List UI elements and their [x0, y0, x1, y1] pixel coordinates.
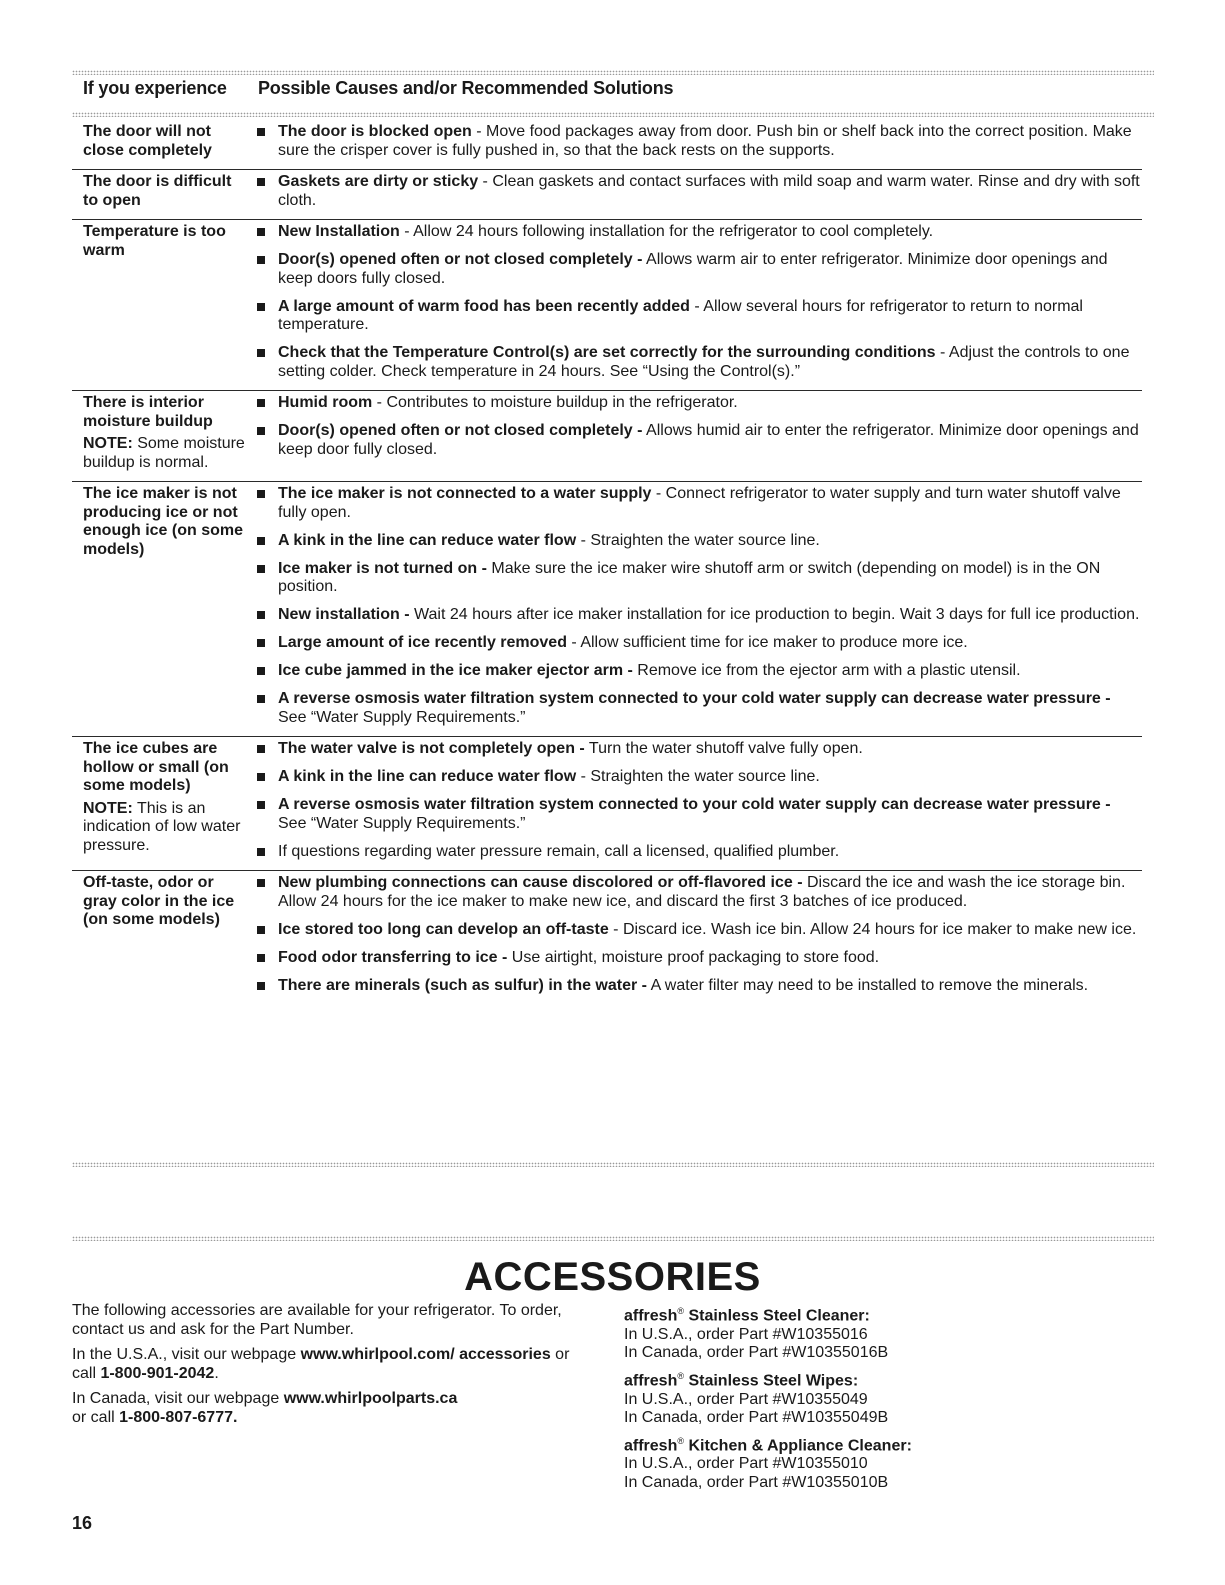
problem-cell [72, 874, 247, 995]
cause-title: Check that the Temperature Control(s) are set correctly for the surrounding conditions [278, 344, 936, 361]
usa-part-number: In U.S.A., order Part #W10355016 [624, 1325, 868, 1343]
square-bullet-icon [257, 399, 265, 407]
usa-part-number: In U.S.A., order Part #W10355049 [624, 1390, 868, 1408]
product-brand: affresh [624, 1372, 678, 1390]
cause-title: Food odor transferring to ice - [278, 948, 508, 966]
section-dotted-rule [72, 1236, 1154, 1241]
problem-text: Off-taste, odor or gray color in the ice (on some models) [83, 874, 235, 928]
cause-solution: - Connect refrigerator to water supply and turn water shutoff valve fully open. [278, 485, 1121, 521]
cause-title: A kink in the line can reduce water flow [278, 768, 577, 785]
table-row [72, 482, 1142, 737]
cause-solution: See “Water Supply Requirements.” [278, 814, 526, 832]
header-possible-causes: Possible Causes and/or Recommended Solutions [258, 78, 674, 98]
causes-list [247, 173, 1142, 210]
cause-solution: - Adjust the controls to one setting colder. Check temperature in 24 hours. See “Using the Control(s).” [278, 344, 1130, 380]
square-bullet-icon [257, 745, 265, 753]
table-header [72, 78, 1154, 104]
causes-list [247, 123, 1142, 160]
cause-item [247, 606, 1142, 625]
cause-item [247, 690, 1142, 727]
cause-title: A reverse osmosis water filtration system connected to your cold water supply can decrease water pressure - [278, 690, 1111, 707]
problem-note [83, 800, 247, 856]
problem-note [83, 435, 247, 472]
causes-list [247, 394, 1142, 472]
causes-list [247, 740, 1142, 861]
problem-text: The door is difficult to open [83, 173, 232, 209]
note-label: NOTE: [83, 799, 133, 817]
accessories-intro-text: The following accessories are available for your refrigerator. To order, contact us and ask for the Part Number. [72, 1302, 562, 1338]
problem-cell [72, 123, 247, 160]
cause-item [247, 560, 1142, 597]
cause-solution: If questions regarding water pressure remain, call a licensed, qualified plumber. [278, 842, 840, 860]
header-dotted-rule [72, 112, 1154, 117]
cause-solution: Make sure the ice maker wire shutoff arm or switch (depending on model) is in the ON position. [278, 559, 1101, 595]
table-bottom-dotted-rule [72, 1162, 1154, 1167]
square-bullet-icon [257, 801, 265, 809]
canada-part-number: In Canada, order Part #W10355016B [624, 1344, 889, 1362]
cause-item [247, 485, 1142, 522]
canada-phone: 1-800-807-6777. [119, 1408, 238, 1426]
cause-item [247, 796, 1142, 833]
cause-title: A reverse osmosis water filtration system connected to your cold water supply can decrease water pressure - [278, 796, 1111, 813]
square-bullet-icon [257, 427, 265, 435]
accessories-products [624, 1302, 1124, 1496]
canada-part-number: In Canada, order Part #W10355049B [624, 1409, 889, 1427]
product-title: Kitchen & Appliance Cleaner: [684, 1436, 912, 1454]
table-row [72, 120, 1142, 170]
registered-mark: ® [677, 1435, 684, 1446]
note-text: This is an indication of low water pressure. [83, 799, 241, 854]
product-title: Stainless Steel Cleaner: [684, 1307, 870, 1325]
cause-item [247, 740, 1142, 759]
square-bullet-icon [257, 848, 265, 856]
cause-item [247, 298, 1142, 335]
cause-title: A kink in the line can reduce water flow [278, 531, 577, 549]
cause-solution: - Allow 24 hours following installation for the refrigerator to cool completely. [399, 223, 934, 240]
usa-order-info: In the U.S.A., visit our webpage www.whirlpool.com/ accessories or call 1-800-901-2042. [72, 1346, 570, 1382]
causes-list [247, 223, 1142, 381]
square-bullet-icon [257, 178, 265, 186]
cause-item [247, 768, 1142, 787]
usa-phone: 1-800-901-2042 [100, 1364, 215, 1382]
cause-title: A large amount of warm food has been recently added [278, 297, 690, 315]
cause-item [247, 532, 1142, 551]
cause-solution: - Clean gaskets and contact surfaces with mild soap and warm water. Rinse and dry with soft cloth. [278, 173, 1140, 209]
square-bullet-icon [257, 926, 265, 934]
problem-cell [72, 394, 247, 472]
product-name [624, 1302, 1124, 1326]
cause-title: Door(s) opened often or not closed completely - [278, 422, 643, 439]
usa-part-number: In U.S.A., order Part #W10355010 [624, 1455, 868, 1473]
cause-solution: Discard the ice and wash the ice storage bin. Allow 24 hours for the ice maker to make new ice, and discard the first 3 batches of ice produced. [278, 874, 1126, 910]
cause-solution: - Straighten the water source line. [576, 768, 820, 785]
cause-title: Door(s) opened often or not closed completely - [278, 251, 643, 268]
cause-solution: Allows humid air to enter the refrigerator. Minimize door openings and keep door fully closed. [278, 422, 1139, 458]
cause-title: There are minerals (such as sulfur) in the water - [278, 976, 647, 994]
cause-title: The door is blocked open [278, 123, 472, 140]
square-bullet-icon [257, 611, 265, 619]
cause-item [247, 874, 1142, 911]
cause-title: Ice stored too long can develop an off-taste [278, 920, 609, 938]
cause-title: New installation - [278, 606, 410, 623]
cause-item [247, 173, 1142, 210]
registered-mark: ® [677, 1370, 684, 1381]
cause-solution: See “Water Supply Requirements.” [278, 708, 526, 726]
usa-webpage-link[interactable]: www.whirlpool.com/ accessories [300, 1346, 551, 1363]
accessory-product [624, 1432, 1124, 1493]
cause-title: Ice cube jammed in the ice maker ejector arm - [278, 662, 633, 679]
product-name [624, 1367, 1124, 1391]
accessories-title: ACCESSORIES [464, 1255, 761, 1299]
problem-cell [72, 740, 247, 861]
cause-solution: - Allow sufficient time for ice maker to produce more ice. [566, 634, 968, 651]
cause-title: The water valve is not completely open - [278, 740, 585, 757]
square-bullet-icon [257, 256, 265, 264]
cause-solution: - Move food packages away from door. Push bin or shelf back into the correct position. Make sure the crisper cover is fully pushed in, so that the back rests on the supports. [278, 123, 1132, 159]
product-name [624, 1432, 1124, 1456]
cause-solution: Allows warm air to enter refrigerator. Minimize door openings and keep doors fully closed. [278, 251, 1108, 287]
square-bullet-icon [257, 349, 265, 357]
table-row [72, 220, 1142, 391]
registered-mark: ® [677, 1306, 684, 1316]
cause-item [247, 662, 1142, 681]
square-bullet-icon [257, 639, 265, 647]
cause-title: Large amount of ice recently removed [278, 634, 567, 651]
cause-item [247, 949, 1142, 968]
square-bullet-icon [257, 773, 265, 781]
cause-solution: Wait 24 hours after ice maker installation for ice production to begin. Wait 3 days for full ice production. [409, 606, 1140, 623]
table-row [72, 737, 1142, 871]
accessories-intro [72, 1302, 592, 1434]
page-number: 16 [72, 1513, 93, 1533]
product-title: Stainless Steel Wipes: [684, 1372, 859, 1390]
square-bullet-icon [257, 879, 265, 887]
causes-list [247, 485, 1142, 727]
cause-solution: - Allow several hours for refrigerator to return to normal temperature. [278, 297, 1083, 333]
cause-item [247, 123, 1142, 160]
note-label: NOTE: [83, 435, 133, 452]
causes-list [247, 874, 1142, 995]
square-bullet-icon [257, 982, 265, 990]
cause-title: New Installation [278, 223, 400, 240]
cause-item [247, 422, 1142, 459]
canada-order-info: In Canada, visit our webpage www.whirlpoolparts.ca or call 1-800-807-6777. [72, 1390, 458, 1426]
troubleshooting-table [72, 120, 1142, 1004]
problem-cell [72, 223, 247, 381]
cause-item [247, 251, 1142, 288]
problem-text: There is interior moisture buildup [83, 394, 213, 430]
cause-solution: A water filter may need to be installed to remove the minerals. [647, 976, 1089, 994]
cause-solution: - Straighten the water source line. [576, 531, 820, 549]
cause-title: Humid room [278, 394, 373, 411]
problem-cell [72, 173, 247, 210]
cause-solution: Turn the water shutoff valve fully open. [584, 740, 863, 757]
square-bullet-icon [257, 565, 265, 573]
problem-text: The ice cubes are hollow or small (on some models) [83, 740, 229, 794]
canada-webpage-link[interactable]: www.whirlpoolparts.ca [283, 1390, 458, 1407]
square-bullet-icon [257, 667, 265, 675]
square-bullet-icon [257, 695, 265, 703]
problem-text: Temperature is too warm [83, 223, 226, 259]
cause-title: Ice maker is not turned on - [278, 559, 487, 577]
top-dotted-rule [72, 70, 1154, 75]
square-bullet-icon [257, 228, 265, 236]
square-bullet-icon [257, 537, 265, 545]
cause-title: Gaskets are dirty or sticky [278, 173, 479, 190]
cause-solution: Remove ice from the ejector arm with a plastic utensil. [632, 662, 1021, 679]
canada-part-number: In Canada, order Part #W10355010B [624, 1473, 889, 1491]
cause-solution: - Discard ice. Wash ice bin. Allow 24 hours for ice maker to make new ice. [608, 920, 1137, 938]
table-row [72, 391, 1142, 482]
cause-item [247, 223, 1142, 242]
problem-cell [72, 485, 247, 727]
square-bullet-icon [257, 128, 265, 136]
accessory-product [624, 1367, 1124, 1428]
cause-item [247, 394, 1142, 413]
problem-text: The door will not close completely [83, 123, 212, 159]
cause-item [247, 921, 1142, 940]
table-row [72, 170, 1142, 220]
header-if-you-experience: If you experience [83, 78, 227, 98]
note-text: Some moisture buildup is normal. [83, 435, 245, 471]
cause-solution: - Contributes to moisture buildup in the refrigerator. [372, 394, 738, 411]
square-bullet-icon [257, 954, 265, 962]
cause-item [247, 843, 1142, 862]
cause-title: The ice maker is not connected to a water supply [278, 485, 652, 502]
square-bullet-icon [257, 303, 265, 311]
cause-item [247, 634, 1142, 653]
product-brand: affresh [624, 1436, 678, 1454]
cause-solution: Use airtight, moisture proof packaging to store food. [507, 948, 880, 966]
problem-text: The ice maker is not producing ice or not enough ice (on some models) [83, 485, 244, 558]
accessory-product [624, 1302, 1124, 1363]
table-row [72, 871, 1142, 1004]
cause-item [247, 344, 1142, 381]
cause-item [247, 977, 1142, 996]
cause-title: New plumbing connections can cause discolored or off-flavored ice - [278, 874, 803, 891]
product-brand: affresh [624, 1307, 678, 1325]
square-bullet-icon [257, 490, 265, 498]
